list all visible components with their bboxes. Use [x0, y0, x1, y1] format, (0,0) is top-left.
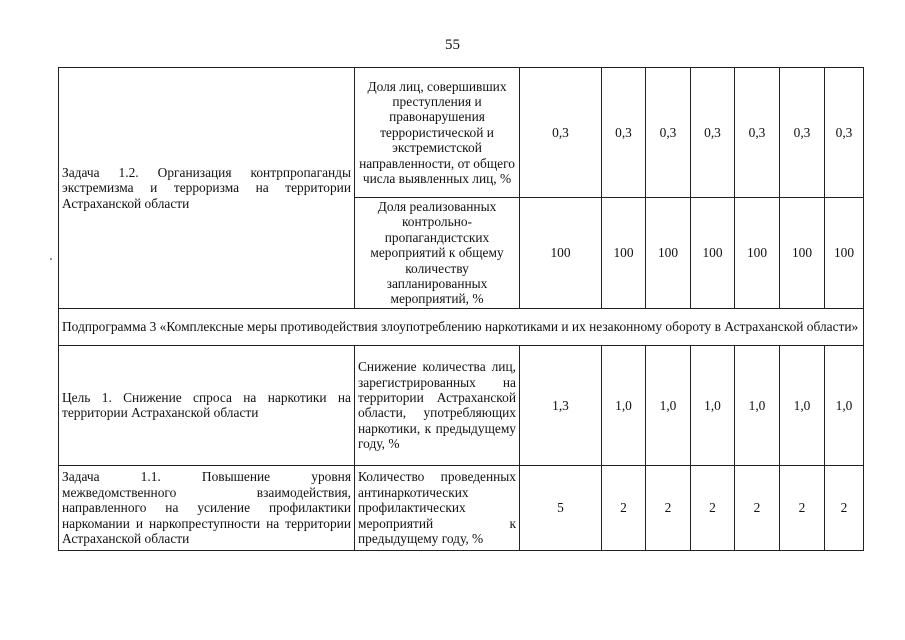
- value-cell: 100: [646, 198, 691, 309]
- value-cell: 2: [691, 465, 735, 550]
- value-cell: 1,0: [691, 345, 735, 465]
- value-cell: 1,0: [825, 345, 864, 465]
- table-row: [59, 465, 864, 550]
- table-row: [59, 68, 864, 198]
- value-cell: 2: [735, 465, 780, 550]
- value-cell: 2: [780, 465, 825, 550]
- value-cell: 5: [520, 465, 602, 550]
- indicator-cell: Доля реализованных контрольно-пропагандистских мероприятий к общему количеству запланированных мероприятий, %: [355, 198, 520, 309]
- value-cell: 2: [602, 465, 646, 550]
- value-cell: 0,3: [825, 68, 864, 198]
- value-cell: 100: [520, 198, 602, 309]
- value-cell: 1,0: [646, 345, 691, 465]
- value-cell: 0,3: [602, 68, 646, 198]
- value-cell: 2: [825, 465, 864, 550]
- value-cell: 0,3: [735, 68, 780, 198]
- goal-cell: Задача 1.1. Повышение уровня межведомственного взаимодействия, направленного на усиление профилактики наркомании и наркопреступности на территории Астраханской области: [59, 465, 355, 550]
- value-cell: 100: [735, 198, 780, 309]
- value-cell: 100: [825, 198, 864, 309]
- table-row: [59, 308, 864, 345]
- value-cell: 1,0: [780, 345, 825, 465]
- indicator-table: [58, 67, 864, 551]
- value-cell: 100: [602, 198, 646, 309]
- page-number: 55: [445, 37, 460, 53]
- scan-speck: [50, 258, 52, 260]
- value-cell: 0,3: [780, 68, 825, 198]
- value-cell: 100: [780, 198, 825, 309]
- indicator-cell: Снижение количества лиц, зарегистрированных на территории Астраханской области, употребляющих наркотики, к предыдущему году, %: [355, 345, 520, 465]
- value-cell: 100: [691, 198, 735, 309]
- value-cell: 0,3: [520, 68, 602, 198]
- subprogram-heading: Подпрограмма 3 «Комплексные меры противодействия злоупотреблению наркотиками и их незаконному обороту в Астраханской области»: [59, 308, 864, 345]
- value-cell: 0,3: [646, 68, 691, 198]
- indicator-cell: Доля лиц, совершивших преступления и правонарушения террористической и экстремистской направленности, от общего числа выявленных лиц, %: [355, 68, 520, 198]
- table-row: [59, 345, 864, 465]
- value-cell: 0,3: [691, 68, 735, 198]
- value-cell: 1,0: [602, 345, 646, 465]
- value-cell: 1,3: [520, 345, 602, 465]
- goal-cell: Задача 1.2. Организация контрпропаганды экстремизма и терроризма на территории Астраханской области: [59, 68, 355, 309]
- value-cell: 1,0: [735, 345, 780, 465]
- indicator-cell: Количество проведенных антинаркотических профилактических мероприятий к предыдущему году, %: [355, 465, 520, 550]
- goal-cell: Цель 1. Снижение спроса на наркотики на территории Астраханской области: [59, 345, 355, 465]
- value-cell: 2: [646, 465, 691, 550]
